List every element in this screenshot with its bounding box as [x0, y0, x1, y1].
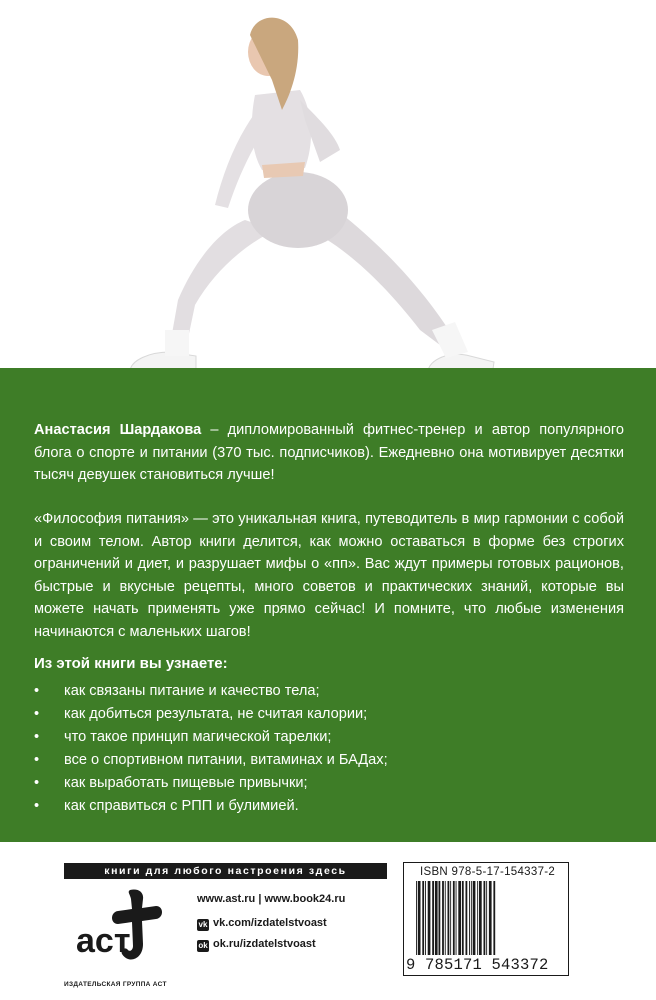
- barcode-bar: [471, 881, 472, 955]
- ean-number: 9 785171 543372: [406, 956, 549, 974]
- barcode-bar: [484, 881, 486, 955]
- barcode-bar: [442, 881, 444, 955]
- barcode-bar: [445, 881, 446, 955]
- barcode-bar: [469, 881, 470, 955]
- barcode-bar: [416, 881, 417, 955]
- barcode-bar: [439, 881, 441, 955]
- logo-text: аст: [76, 922, 131, 960]
- list-item: • как справиться с РПП и булимией.: [34, 795, 388, 818]
- list-item: • что такое принцип магической тарелки;: [34, 726, 388, 749]
- barcode-bar: [428, 881, 431, 955]
- barcode-bar: [422, 881, 424, 955]
- vk-link[interactable]: vk vk.com/izdatelstvoast: [198, 917, 327, 929]
- barcode-bar: [432, 881, 434, 955]
- barcode-bar: [435, 881, 438, 955]
- barcode-bars: [416, 881, 556, 955]
- bullet-icon: •: [34, 752, 40, 768]
- learn-title: Из этой книги вы узнаете:: [34, 655, 228, 672]
- barcode-bar: [473, 881, 476, 955]
- websites-link[interactable]: www.ast.ru | www.book24.ru: [197, 893, 346, 905]
- barcode-bar: [448, 881, 450, 955]
- publisher-name: ИЗДАТЕЛЬСКАЯ ГРУППА АСТ: [64, 981, 167, 988]
- author-text: – дипломированный фитнес-тренер и автор популярного блога о спорте и питании (370 тыс. подписчиков). Ежедневно она мотивирует десятки тысяч девушек становиться лучше!: [34, 422, 624, 483]
- isbn-number: ISBN 978-5-17-154337-2: [420, 866, 556, 878]
- bullet-icon: •: [34, 706, 40, 722]
- barcode-bar: [462, 881, 464, 955]
- list-item: • все о спортивном питании, витаминах и БАДах;: [34, 749, 388, 772]
- learn-list: [34, 680, 388, 818]
- bullet-icon: •: [34, 683, 40, 699]
- cover-photo: [0, 0, 656, 368]
- publisher-footer: [0, 842, 656, 1000]
- vk-icon: vk: [198, 920, 208, 929]
- ok-link[interactable]: ok ok.ru/izdatelstvoast: [198, 938, 316, 950]
- barcode-bar: [425, 881, 426, 955]
- barcode-bar: [489, 881, 492, 955]
- barcode-bar: [493, 881, 495, 955]
- fitness-model-illustration: [0, 0, 656, 368]
- book-description: «Философия питания» — это уникальная книга, путеводитель в мир гармонии с собой и своим телом. Автор книги делится, как можно оставаться в форме без строгих ограничений и диет, и разрушает мифы о «пп». Вас ждут примеры готовых рационов, быстрые и вкусные рецепты, много советов и практических знаний, которые вы можете начать применять уже прямо сейчас! И помните, что любые изменения начинаются с маленьких шагов!: [34, 511, 624, 640]
- author-name: Анастасия Шардакова: [34, 422, 202, 438]
- slogan-banner: книги для любого настроения здесь: [64, 863, 387, 879]
- list-item: • как выработать пищевые привычки;: [34, 772, 388, 795]
- list-item: • как добиться результата, не считая калории;: [34, 703, 388, 726]
- barcode-bar: [458, 881, 461, 955]
- barcode-bar: [486, 881, 487, 955]
- barcode: [403, 862, 569, 976]
- bullet-icon: •: [34, 798, 40, 814]
- description-panel: [0, 368, 656, 842]
- author-paragraph: [34, 419, 624, 487]
- barcode-bar: [450, 881, 451, 955]
- ast-logo: [72, 884, 167, 979]
- bullet-icon: •: [34, 729, 40, 745]
- barcode-bar: [466, 881, 468, 955]
- list-item: • как связаны питание и качество тела;: [34, 680, 388, 703]
- bullet-icon: •: [34, 775, 40, 791]
- ok-icon: ok: [198, 941, 208, 950]
- barcode-bar: [456, 881, 457, 955]
- barcode-bar: [477, 881, 478, 955]
- barcode-bar: [418, 881, 421, 955]
- barcode-bar: [453, 881, 455, 955]
- barcode-bar: [479, 881, 482, 955]
- ast-logo-icon: [72, 884, 167, 974]
